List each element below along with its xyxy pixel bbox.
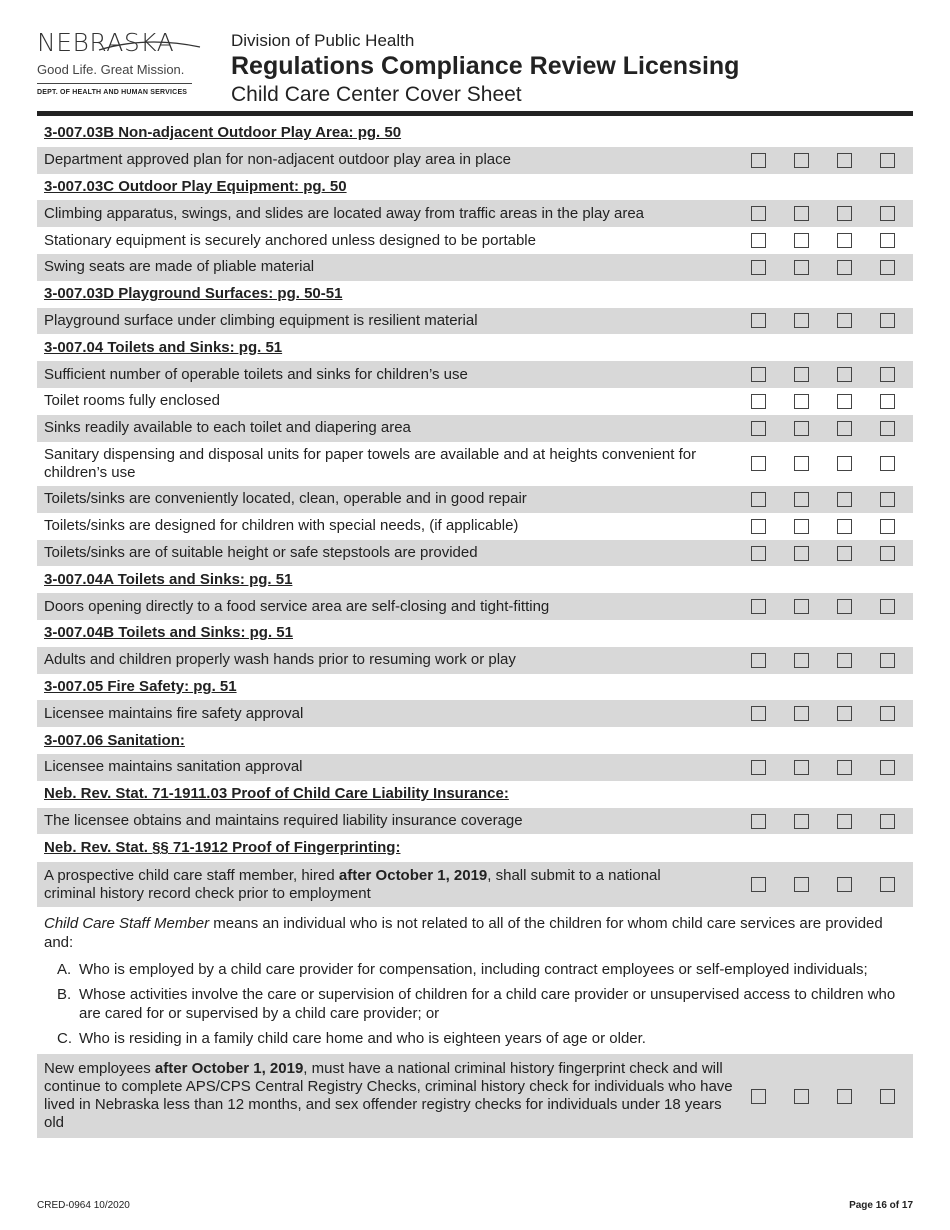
checklist-row	[37, 254, 913, 281]
section-heading	[37, 281, 913, 308]
checkbox-group	[751, 227, 923, 254]
compliance-checkbox[interactable]	[751, 233, 766, 248]
section-heading-text: 3-007.03B Non-adjacent Outdoor Play Area: pg. 50	[44, 124, 402, 142]
checklist-row-text: Adults and children properly wash hands prior to resuming work or play	[44, 651, 516, 669]
checkbox-group	[751, 388, 923, 415]
checklist-row-text: Toilet rooms fully enclosed	[44, 392, 220, 410]
checklist-row-text	[44, 867, 704, 903]
checklist-row	[37, 147, 913, 174]
logo-swoosh-icon	[97, 38, 202, 54]
checklist-row-text	[44, 1060, 734, 1132]
form-id: CRED-0964 10/2020	[37, 1200, 130, 1211]
compliance-checkbox[interactable]	[837, 760, 852, 775]
compliance-checkbox[interactable]	[794, 546, 809, 561]
section-heading-text: Neb. Rev. Stat. 71-1911.03 Proof of Child Care Liability Insurance:	[44, 785, 509, 803]
checklist-row-text: Toilets/sinks are of suitable height or safe stepstools are provided	[44, 544, 478, 562]
compliance-checkbox[interactable]	[880, 653, 895, 668]
row-text-pre: New employees	[44, 1060, 155, 1077]
section-heading	[37, 620, 913, 647]
compliance-checkbox[interactable]	[837, 519, 852, 534]
header-rule	[37, 111, 913, 116]
page-title: Regulations Compliance Review Licensing	[231, 52, 740, 80]
compliance-checkbox[interactable]	[837, 313, 852, 328]
checklist-row-text: Department approved plan for non-adjacent outdoor play area in place	[44, 151, 511, 169]
checkbox-group	[751, 486, 923, 513]
list-item-letter: A.	[57, 961, 72, 978]
compliance-checkbox[interactable]	[751, 546, 766, 561]
compliance-checkbox[interactable]	[794, 394, 809, 409]
checkbox-group	[751, 254, 923, 281]
compliance-checkbox[interactable]	[794, 653, 809, 668]
section-heading-text: 3-007.05 Fire Safety: pg. 51	[44, 678, 237, 696]
checklist-row	[37, 308, 913, 335]
compliance-checkbox[interactable]	[751, 260, 766, 275]
checklist-row	[37, 1054, 913, 1138]
checklist-row	[37, 227, 913, 254]
header-titles	[231, 30, 739, 108]
compliance-checkbox[interactable]	[794, 456, 809, 471]
compliance-checkbox[interactable]	[880, 877, 895, 892]
compliance-checkbox[interactable]	[880, 206, 895, 221]
checkbox-group	[751, 442, 923, 487]
compliance-checkbox[interactable]	[794, 206, 809, 221]
compliance-checkbox[interactable]	[794, 760, 809, 775]
checklist-row	[37, 808, 913, 835]
checklist-row	[37, 388, 913, 415]
section-heading	[37, 174, 913, 201]
section-heading	[37, 781, 913, 808]
checklist-row-text: Stationary equipment is securely anchored unless designed to be portable	[44, 231, 536, 249]
compliance-checkbox[interactable]	[880, 492, 895, 507]
list-item-text: Who is employed by a child care provider for compensation, including contract employees or self-employed individuals;	[79, 961, 868, 978]
compliance-checkbox[interactable]	[794, 706, 809, 721]
compliance-checkbox[interactable]	[880, 760, 895, 775]
checkbox-group	[751, 308, 923, 335]
compliance-checkbox[interactable]	[837, 260, 852, 275]
compliance-checkbox[interactable]	[794, 367, 809, 382]
checklist-row	[37, 200, 913, 227]
section-heading-text: 3-007.03C Outdoor Play Equipment: pg. 50	[44, 177, 347, 195]
compliance-checkbox[interactable]	[794, 599, 809, 614]
compliance-checkbox[interactable]	[837, 546, 852, 561]
compliance-checkbox[interactable]	[880, 367, 895, 382]
checklist-row	[37, 593, 913, 620]
compliance-checkbox[interactable]	[880, 519, 895, 534]
compliance-checkbox[interactable]	[837, 233, 852, 248]
checkbox-group	[751, 808, 923, 835]
checkbox-group	[751, 1054, 923, 1138]
compliance-checkbox[interactable]	[837, 456, 852, 471]
logo-dept: DEPT. OF HEALTH AND HUMAN SERVICES	[37, 89, 188, 96]
checklist-row-text: Toilets/sinks are conveniently located, clean, operable and in good repair	[44, 490, 527, 508]
section-heading	[37, 727, 913, 754]
compliance-checkbox[interactable]	[751, 653, 766, 668]
compliance-checkbox[interactable]	[751, 814, 766, 829]
page-subtitle: Child Care Center Cover Sheet	[231, 83, 522, 106]
section-heading-text: 3-007.04A Toilets and Sinks: pg. 51	[44, 570, 293, 588]
definition-text: means an individual who is not related to all of the children for whom child care services are provided and:	[44, 915, 883, 951]
compliance-checkbox[interactable]	[880, 814, 895, 829]
compliance-checkbox[interactable]	[837, 206, 852, 221]
checklist-row	[37, 361, 913, 388]
checklist-row	[37, 513, 913, 540]
checklist-row	[37, 540, 913, 567]
compliance-checkbox[interactable]	[837, 599, 852, 614]
checklist-row-text: Playground surface under climbing equipment is resilient material	[44, 311, 478, 329]
compliance-checkbox[interactable]	[751, 394, 766, 409]
checkbox-group	[751, 754, 923, 781]
compliance-checkbox[interactable]	[880, 233, 895, 248]
checklist-row-text: Licensee maintains sanitation approval	[44, 758, 303, 776]
compliance-checkbox[interactable]	[794, 492, 809, 507]
checkbox-group	[751, 540, 923, 567]
checklist-row	[37, 862, 913, 907]
page-number: Page 16 of 17	[849, 1200, 913, 1211]
compliance-checkbox[interactable]	[751, 206, 766, 221]
compliance-checkbox[interactable]	[880, 599, 895, 614]
checklist-row-text: Toilets/sinks are designed for children with special needs, (if applicable)	[44, 517, 519, 535]
checklist-row	[37, 754, 913, 781]
compliance-checkbox[interactable]	[880, 546, 895, 561]
compliance-checkbox[interactable]	[880, 153, 895, 168]
compliance-checkbox[interactable]	[751, 492, 766, 507]
checklist-row	[37, 442, 913, 487]
section-heading	[37, 834, 913, 861]
list-item-letter: C.	[57, 1030, 72, 1047]
compliance-checkbox[interactable]	[837, 1089, 852, 1104]
row-text-post: , must have a national criminal history fingerprint check and will continue to complete APS/CPS Central Registry Checks, criminal history check for individuals who have lived in Nebraska less than 12 months, and sex offender registry checks for individuals under 18 years old	[44, 1060, 733, 1131]
compliance-checkbox[interactable]	[751, 1089, 766, 1104]
section-heading-text: 3-007.04 Toilets and Sinks: pg. 51	[44, 338, 283, 356]
checklist-row-text: Sanitary dispensing and disposal units for paper towels are available and at heights convenient for children’s use	[44, 445, 697, 481]
checkbox-group	[751, 361, 923, 388]
checkbox-group	[751, 862, 923, 907]
compliance-checkbox[interactable]	[751, 313, 766, 328]
row-text-bold: after October 1, 2019	[338, 866, 488, 884]
row-text-post: , shall submit to a national criminal history record check prior to employment	[44, 866, 661, 902]
compliance-checkbox[interactable]	[794, 877, 809, 892]
section-heading	[37, 334, 913, 361]
checklist-row	[37, 700, 913, 727]
checkbox-group	[751, 647, 923, 674]
list-item-text: Who is residing in a family child care home and who is eighteen years of age or older.	[79, 1030, 646, 1047]
section-heading	[37, 566, 913, 593]
compliance-checkbox[interactable]	[837, 814, 852, 829]
compliance-checkbox[interactable]	[837, 394, 852, 409]
section-heading-text: 3-007.06 Sanitation:	[44, 731, 185, 749]
checklist-row-text: The licensee obtains and maintains required liability insurance coverage	[44, 812, 523, 830]
nebraska-dhhs-logo	[37, 28, 207, 96]
section-heading-text: Neb. Rev. Stat. §§ 71-1912 Proof of Fingerprinting:	[44, 838, 401, 856]
list-item-letter: B.	[57, 986, 72, 1003]
list-item	[57, 985, 907, 1023]
checkbox-group	[751, 593, 923, 620]
compliance-checkbox[interactable]	[880, 313, 895, 328]
compliance-checkbox[interactable]	[837, 421, 852, 436]
checkbox-group	[751, 200, 923, 227]
logo-tagline: Good Life. Great Mission.	[37, 62, 185, 77]
compliance-checkbox[interactable]	[794, 260, 809, 275]
division-name: Division of Public Health	[231, 31, 415, 50]
compliance-checkbox[interactable]	[794, 519, 809, 534]
compliance-checkbox[interactable]	[751, 421, 766, 436]
compliance-checkbox[interactable]	[794, 814, 809, 829]
compliance-checkbox[interactable]	[880, 394, 895, 409]
section-heading	[37, 120, 913, 147]
checklist-row-text: Swing seats are made of pliable material	[44, 258, 315, 276]
compliance-checkbox[interactable]	[837, 653, 852, 668]
row-text-bold: after October 1, 2019	[154, 1060, 304, 1077]
compliance-checkbox[interactable]	[751, 706, 766, 721]
checklist-row-text: Sufficient number of operable toilets and sinks for children’s use	[44, 365, 468, 383]
compliance-checkbox[interactable]	[794, 421, 809, 436]
compliance-checkbox[interactable]	[837, 367, 852, 382]
compliance-checkbox[interactable]	[880, 421, 895, 436]
compliance-checkbox[interactable]	[751, 877, 766, 892]
compliance-checkbox[interactable]	[837, 877, 852, 892]
list-item	[57, 960, 907, 979]
compliance-checkbox[interactable]	[751, 599, 766, 614]
checklist-row	[37, 647, 913, 674]
compliance-checkbox[interactable]	[751, 367, 766, 382]
compliance-checkbox[interactable]	[751, 519, 766, 534]
checklist-table	[37, 120, 913, 861]
compliance-checkbox[interactable]	[880, 456, 895, 471]
checklist-row-text: Doors opening directly to a food service area are self-closing and tight-fitting	[44, 597, 550, 615]
checklist-row-text: Licensee maintains fire safety approval	[44, 704, 304, 722]
logo-wordmark: NEBRASKA	[37, 28, 175, 57]
page-header	[0, 0, 950, 118]
checklist-row-text: Climbing apparatus, swings, and slides are located away from traffic areas in the play area	[44, 204, 645, 222]
checkbox-group	[751, 415, 923, 442]
compliance-checkbox[interactable]	[880, 706, 895, 721]
compliance-checkbox[interactable]	[880, 1089, 895, 1104]
checkbox-group	[751, 700, 923, 727]
compliance-checkbox[interactable]	[794, 233, 809, 248]
list-item	[57, 1029, 907, 1048]
compliance-checkbox[interactable]	[751, 153, 766, 168]
section-heading-text: 3-007.03D Playground Surfaces: pg. 50-51	[44, 285, 343, 303]
checkbox-group	[751, 513, 923, 540]
checkbox-group	[751, 147, 923, 174]
list-item-text: Whose activities involve the care or supervision of children for a child care provider or unsupervised access to children who are cared for or supervised by a child care provider; or	[79, 986, 896, 1022]
compliance-checkbox[interactable]	[880, 260, 895, 275]
compliance-checkbox[interactable]	[751, 456, 766, 471]
row-text-pre: A prospective child care staff member, hired	[44, 866, 339, 884]
compliance-checkbox[interactable]	[837, 706, 852, 721]
compliance-checkbox[interactable]	[794, 153, 809, 168]
section-heading-text: 3-007.04B Toilets and Sinks: pg. 51	[44, 624, 293, 642]
logo-divider	[37, 83, 192, 84]
definition-paragraph	[44, 914, 914, 952]
checklist-row-text: Sinks readily available to each toilet and diapering area	[44, 419, 411, 437]
compliance-checkbox[interactable]	[794, 1089, 809, 1104]
definition-term: Child Care Staff Member	[44, 915, 210, 932]
compliance-checkbox[interactable]	[837, 492, 852, 507]
compliance-checkbox[interactable]	[794, 313, 809, 328]
section-heading	[37, 674, 913, 701]
checklist-row	[37, 486, 913, 513]
compliance-checkbox[interactable]	[751, 760, 766, 775]
compliance-checkbox[interactable]	[837, 153, 852, 168]
checklist-row	[37, 415, 913, 442]
